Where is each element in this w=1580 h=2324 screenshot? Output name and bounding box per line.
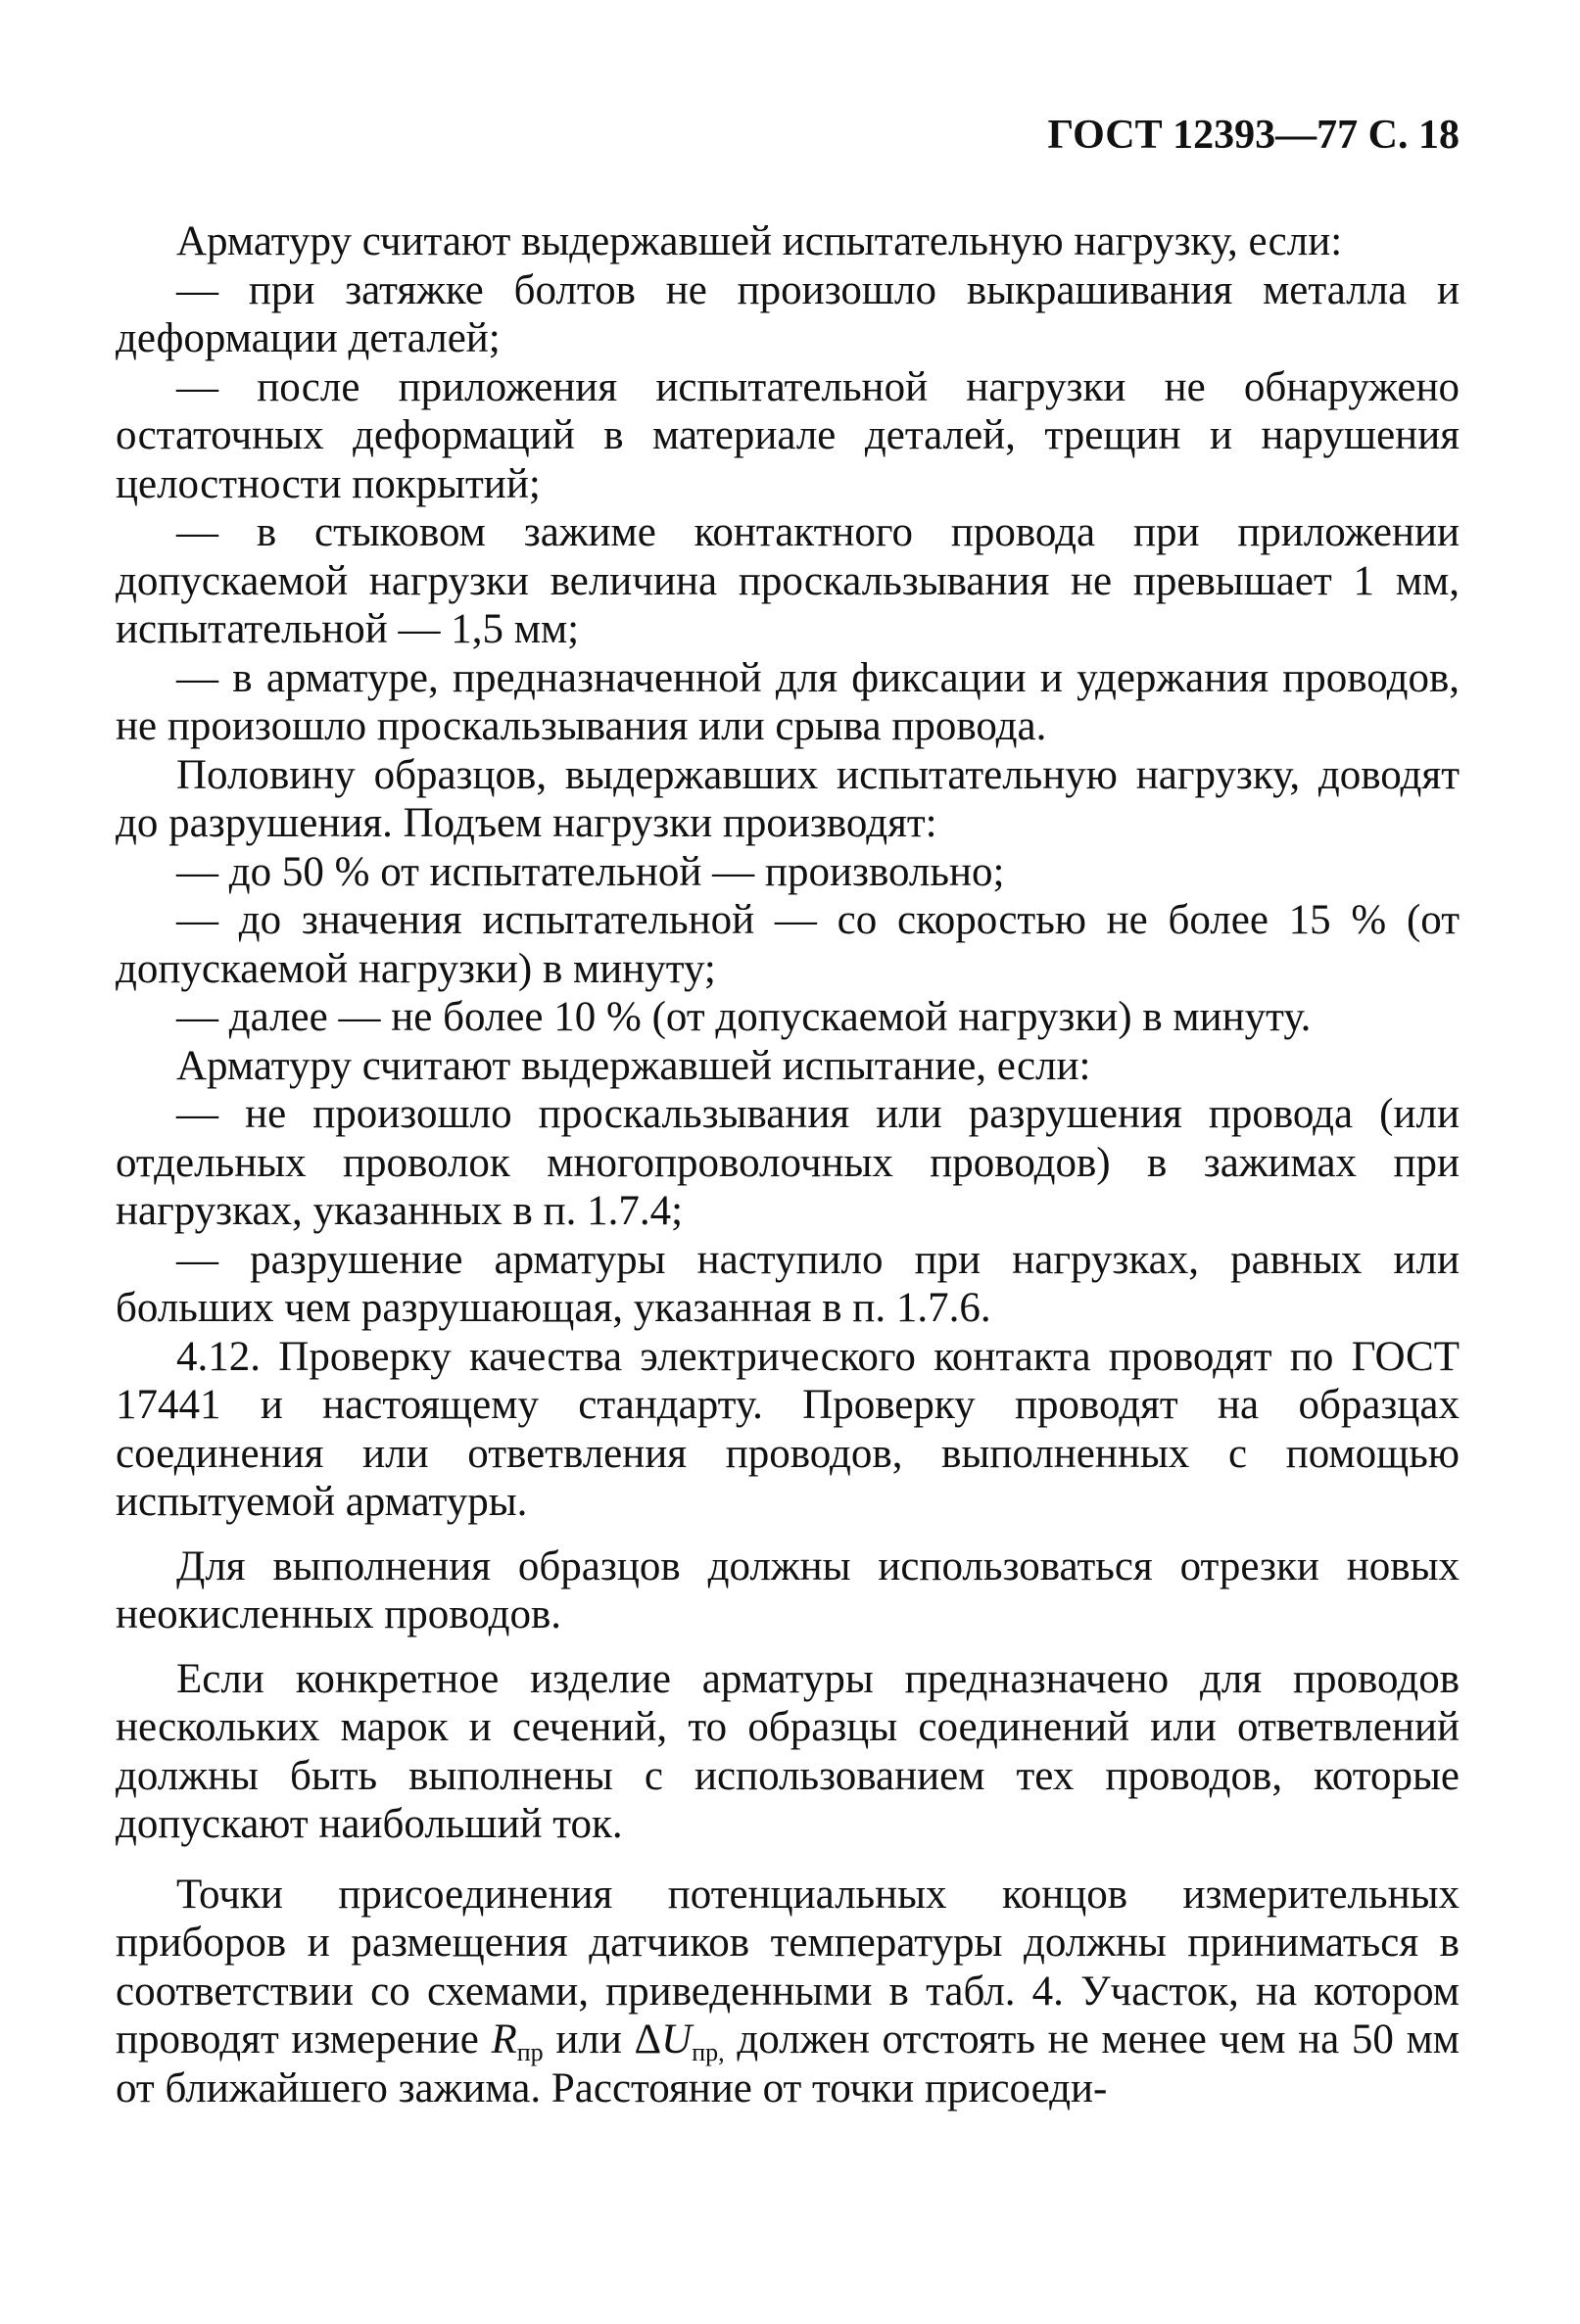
paragraph: Если конкретное изделие арматуры предназначено для проводов нескольких марок и сечений, то образцы соединений или ответвлений должны быть выполнены с использованием тех проводов, которые допускают наибольший ток. <box>116 1655 1460 1847</box>
paragraph: — в стыковом зажиме контактного провода при приложении допускаемой нагрузки величина проскальзывания не превышает 1 мм, испытательной — 1,5 мм; <box>116 509 1460 652</box>
paragraph-text: должен отстоять не менее чем на 50 мм от ближайшего зажима. Расстояние от точки присоеди- <box>116 2016 1460 2111</box>
paragraph: — далее — не более 10 % (от допускаемой нагрузки) в минуту. <box>176 994 1312 1040</box>
document-page <box>116 110 1460 2112</box>
paragraph: Арматуру считают выдержавшей испытание, если: <box>176 1042 1091 1089</box>
paragraph-final <box>116 1871 1460 2113</box>
paragraph: — разрушение арматуры наступило при нагрузках, равных или больших чем разрушающая, указанная в п. 1.7.6. <box>116 1236 1460 1331</box>
paragraph-text: Точки присоединения потенциальных концов измерительных приборов и размещения датчиков температуры должны приниматься в соответствии со схемами, приведенными в табл. 4. Участок, на котором проводят измерение <box>116 1871 1460 2063</box>
paragraph-text: или Δ <box>543 2016 662 2063</box>
voltage-symbol: U <box>661 2016 693 2063</box>
paragraph: Для выполнения образцов должны использоваться отрезки новых неокисленных проводов. <box>116 1542 1460 1637</box>
paragraph: — не произошло проскальзывания или разрушения провода (или отдельных проволок многопроволочных проводов) в зажимах при нагрузках, указанных в п. 1.7.4; <box>116 1091 1460 1234</box>
paragraph: — после приложения испытательной нагрузки не обнаружено остаточных деформаций в материале деталей, трещин и нарушения целостности покрытий; <box>116 363 1460 507</box>
paragraph: — при затяжке болтов не произошло выкрашивания металла и деформации деталей; <box>116 266 1460 361</box>
resistance-symbol: R <box>491 2016 517 2063</box>
paragraph: Арматуру считают выдержавшей испытательную нагрузку, если: <box>176 218 1343 264</box>
paragraph: Половину образцов, выдержавших испытательную нагрузку, доводят до разрушения. Подъем нагрузки производят: <box>116 751 1460 846</box>
voltage-subscript: пр, <box>692 2038 725 2066</box>
resistance-subscript: пр <box>516 2038 544 2066</box>
paragraph: 4.12. Проверку качества электрического контакта проводят по ГОСТ 17441 и настоящему стандарту. Проверку проводят на образцах соединения или ответвления проводов, выполненных с помощью испытуемой арматуры. <box>116 1333 1460 1525</box>
page-header: ГОСТ 12393—77 С. 18 <box>1047 113 1460 158</box>
document-body <box>116 217 1460 2112</box>
paragraph: — до 50 % от испытательной — произвольно; <box>176 848 1005 895</box>
paragraph: — в арматуре, предназначенной для фиксации и удержания проводов, не произошло проскальзывания или срыва провода. <box>116 654 1460 749</box>
paragraph: — до значения испытательной — со скоростью не более 15 % (от допускаемой нагрузки) в минуту; <box>116 897 1460 992</box>
